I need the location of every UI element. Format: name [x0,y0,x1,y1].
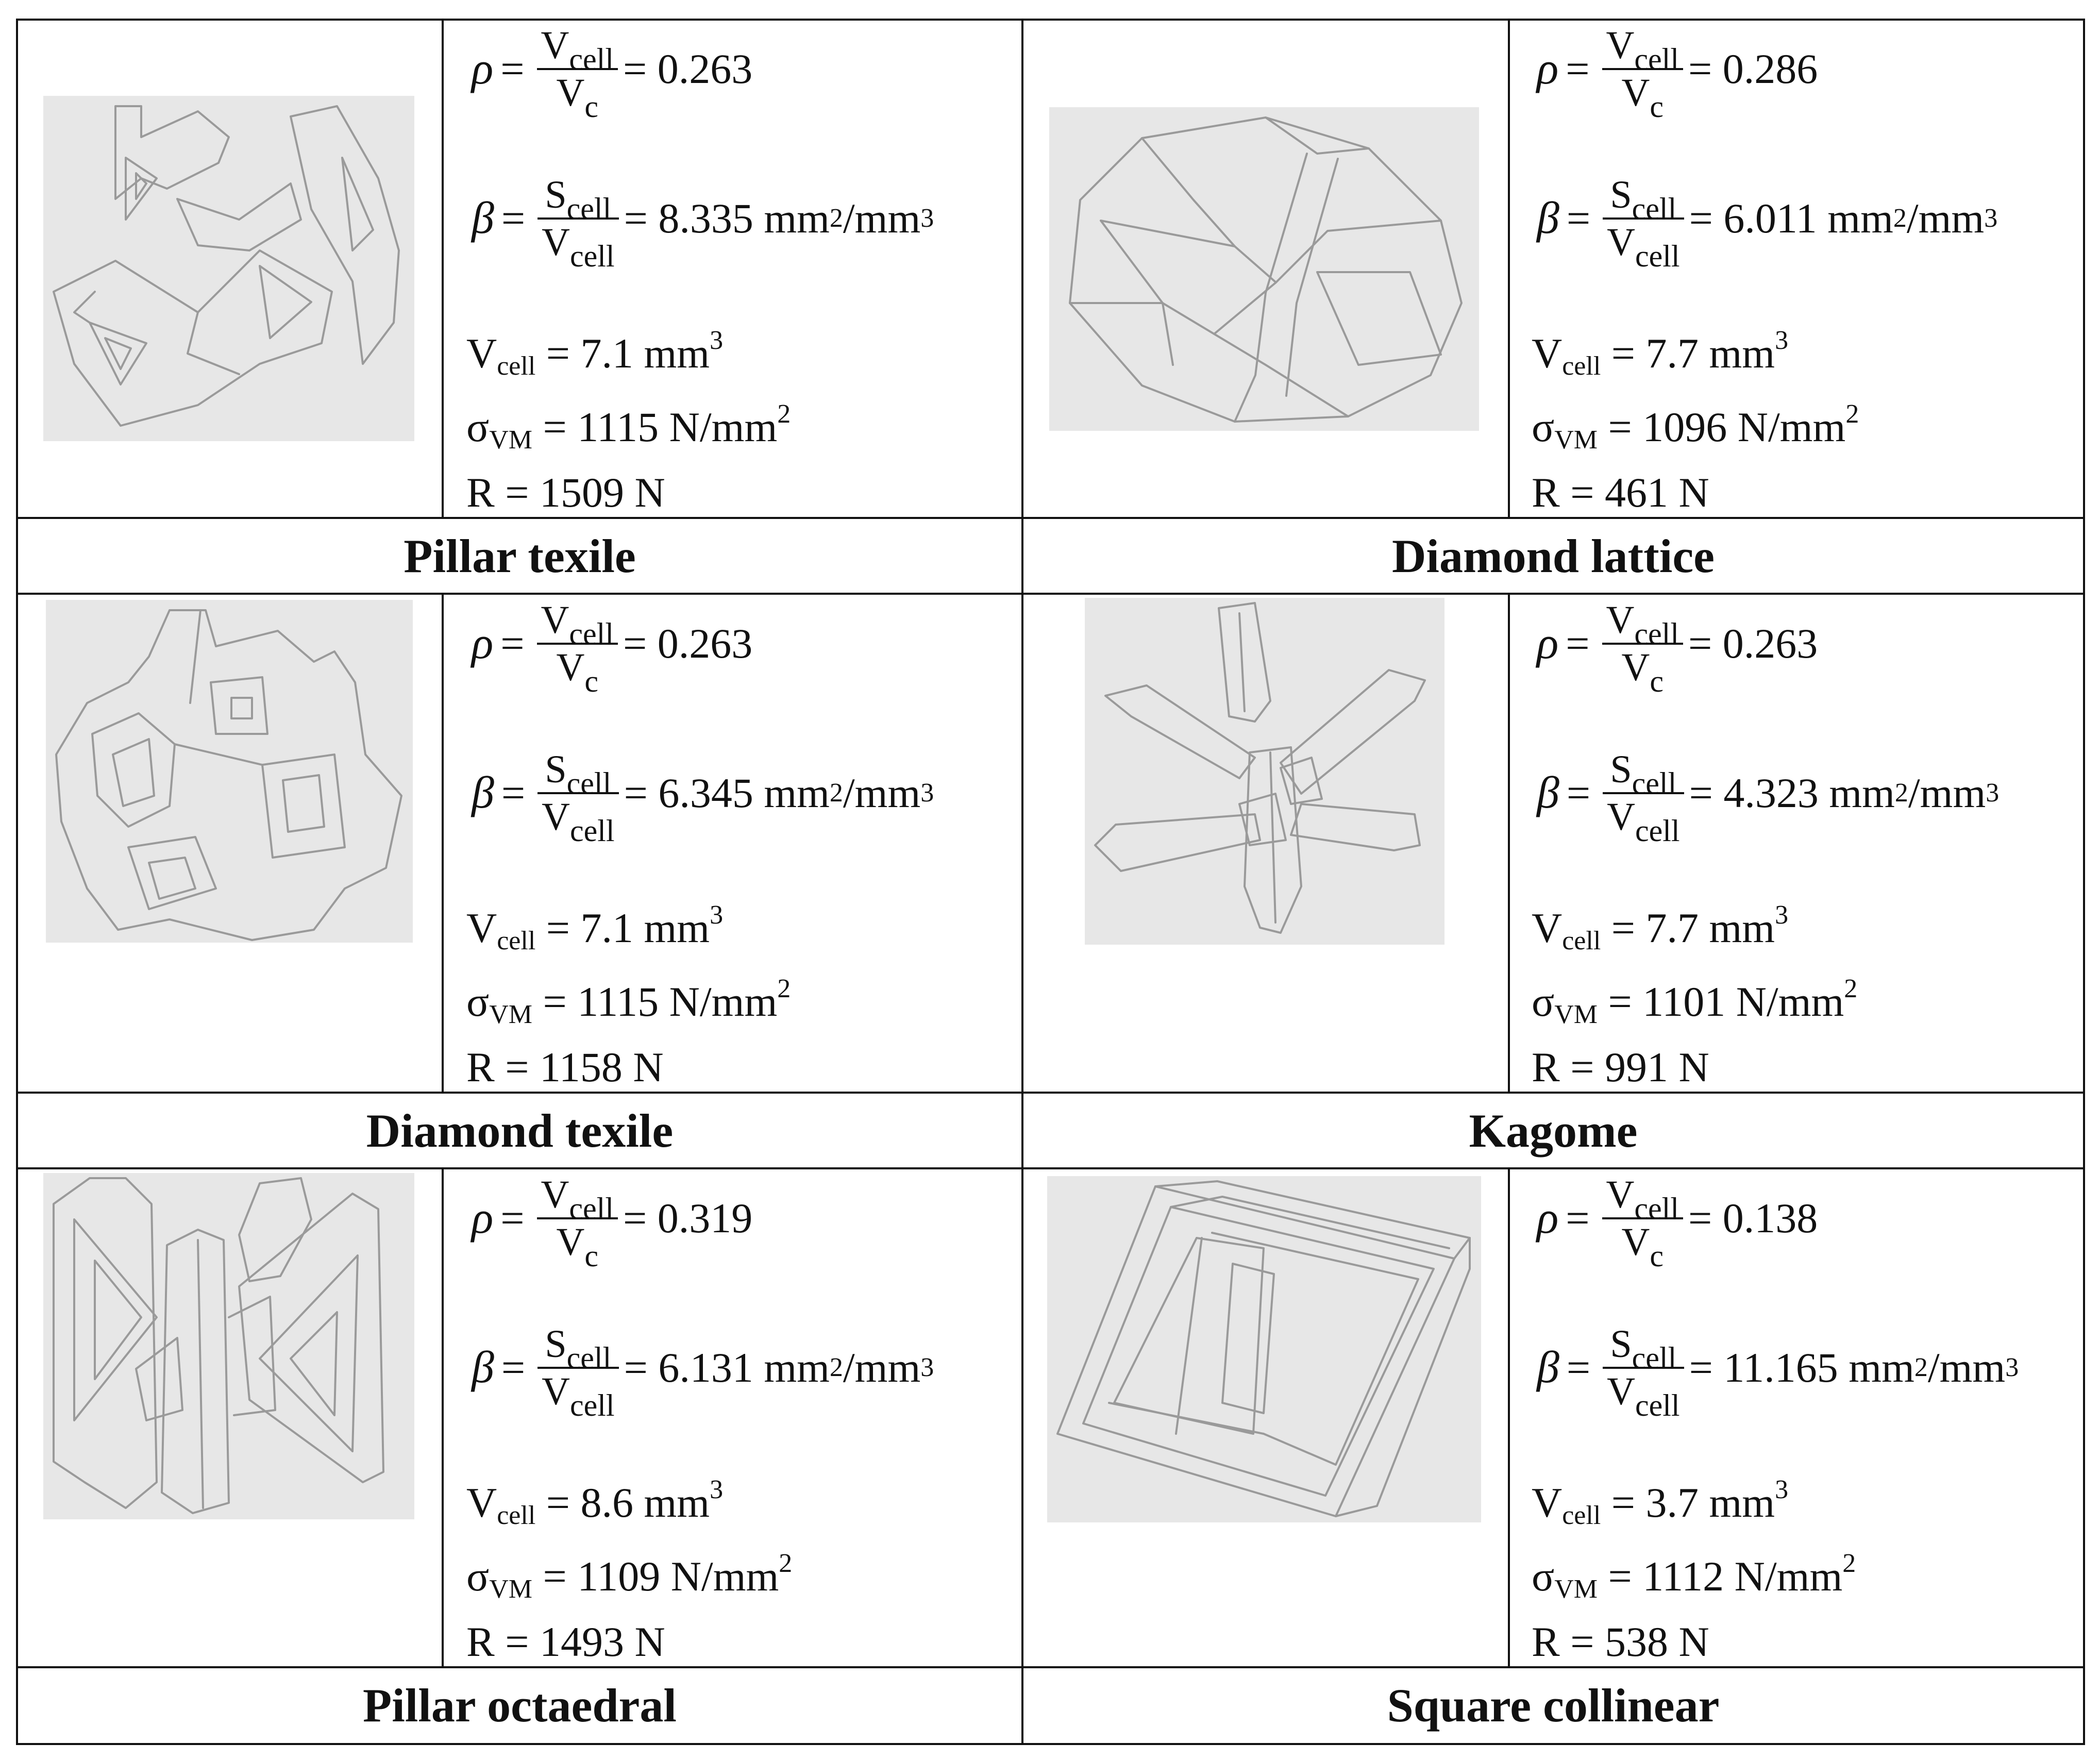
sigma-value: = 1109 N/mm [543,1553,779,1600]
rho-numerator: V [1606,1173,1635,1216]
rho-formula: ρ = $\frac{V_{cell}}{V_c}$ = 0.138 [1537,1173,1818,1273]
pillar-octaedral-image [43,1173,414,1519]
column-divider [442,1167,444,1667]
beta-numerator: S [1610,1322,1632,1366]
rho-fraction [1602,24,1684,124]
beta-fraction [1603,173,1684,273]
vcell-line [466,902,723,954]
beta-denominator-sub: cell [569,814,615,848]
rho-numerator-sub: cell [1634,42,1679,76]
beta-numerator-sub: cell [566,766,612,800]
beta-formula: β = $\frac{S_{cell}}{V_{cell}}$ = 4.323 mm 2 /mm 3 [1537,748,2000,848]
diamond-texile-image [46,600,413,943]
sigma-value: = 1112 N/mm [1608,1553,1843,1600]
vcell-value: = 3.7 mm [1611,1479,1775,1526]
beta-value: = 6.345 mm [624,769,830,816]
beta-denominator: V [1607,795,1635,839]
beta-symbol: β [1537,768,1559,818]
vcell-sup: 3 [710,326,724,355]
rho-denominator: V [1621,71,1650,114]
beta-symbol: β [1537,1343,1559,1393]
rho-fraction [537,598,618,698]
kagome-image [1085,598,1444,945]
reaction-force: R = 1158 N [466,1044,664,1091]
beta-formula: β = $\frac{S_{cell}}{V_{cell}}$ = 6.011 mm 2 /mm 3 [1537,173,1998,273]
sigma-sup: 2 [777,974,791,1003]
vcell-line [1532,327,1788,380]
vcell-sub: cell [497,1501,536,1530]
rho-denominator: V [1621,1220,1650,1264]
beta-unit-tail: /mm [1927,1344,2006,1391]
rho-denominator-sub: c [1650,90,1664,124]
cell-diamond-texile-formulas [466,600,1013,1090]
beta-value: = 8.335 mm [624,195,830,242]
sigma-value: = 1096 N/mm [1608,404,1846,450]
beta-unit-tail-sup: 3 [920,204,934,233]
sigma-line [1532,976,1857,1028]
beta-unit-sup: 2 [829,1353,843,1382]
sigma-line [1532,1550,1856,1603]
column-divider [1021,19,1023,1745]
sigma-sup: 2 [779,1549,793,1578]
rho-numerator-sub: cell [569,42,614,76]
vcell-line [466,1477,723,1529]
rho-numerator: V [541,24,569,67]
rho-numerator-sub: cell [569,617,614,651]
caption-pillar-octaedral: Pillar octaedral [363,1679,677,1732]
caption-kagome: Kagome [1469,1104,1638,1157]
vcell-sub: cell [1562,351,1601,381]
rho-value: = 0.263 [623,620,753,667]
sigma-sub: VM [1554,425,1598,455]
beta-denominator: V [1607,1370,1635,1413]
rho-formula: ρ = $\frac{V_{cell}}{V_c}$ = 0.263 [1537,598,1818,698]
vcell-sub: cell [1562,1501,1601,1530]
rho-denominator: V [1621,646,1650,689]
sigma-sub: VM [1554,1000,1598,1029]
sigma-label: σ [466,1553,490,1600]
vcell-label: V [466,330,497,377]
sigma-line [466,401,791,454]
rho-numerator: V [541,1173,569,1216]
beta-formula: β = $\frac{S_{cell}}{V_{cell}}$ = 6.345 mm 2 /mm 3 [472,748,934,848]
vcell-line [1532,902,1788,954]
vcell-value: = 7.7 mm [1611,904,1775,951]
rho-numerator: V [1606,598,1635,642]
rho-formula: ρ = $\frac{V_{cell}}{V_c}$ = 0.319 [472,1173,753,1273]
sigma-label: σ [1532,978,1555,1025]
beta-unit-sup: 2 [1914,1353,1928,1382]
sigma-sub: VM [489,1574,532,1604]
vcell-sup: 3 [710,900,724,930]
vcell-label: V [1532,1479,1563,1526]
rho-formula: ρ = $\frac{V_{cell}}{V_c}$ = 0.286 [1537,24,1818,124]
rho-symbol: ρ [1537,1193,1559,1243]
sigma-line [466,1550,792,1603]
beta-unit-tail: /mm [1908,769,1986,816]
column-divider [1508,1167,1510,1667]
reaction-force: R = 461 N [1532,469,1709,516]
beta-symbol: β [472,1343,494,1393]
beta-formula: β = $\frac{S_{cell}}{V_{cell}}$ = 6.131 mm 2 /mm 3 [472,1322,934,1422]
beta-symbol: β [1537,193,1559,243]
rho-value: = 0.263 [623,45,753,92]
cell-diamond-lattice-formulas [1532,26,2078,515]
caption-diamond-lattice: Diamond lattice [1391,530,1715,582]
sigma-label: σ [466,978,490,1025]
vcell-value: = 7.7 mm [1611,330,1775,377]
beta-value: = 11.165 mm [1689,1344,1914,1391]
beta-fraction [537,173,619,273]
cell-pillar-octaedral-formulas [466,1175,1013,1665]
beta-fraction [537,1322,619,1422]
cell-kagome-formulas [1532,600,2078,1090]
caption-square-collinear: Square collinear [1387,1679,1720,1732]
beta-formula: β = $\frac{S_{cell}}{V_{cell}}$ = 11.165 mm 2 /mm 3 [1537,1322,2019,1422]
sigma-sup: 2 [1842,1549,1856,1578]
column-divider [442,19,444,518]
cell-square-collinear-formulas [1532,1175,2078,1665]
beta-numerator: S [545,748,567,791]
sigma-label: σ [1532,1553,1555,1600]
beta-unit-sup: 2 [829,778,843,808]
beta-value: = 6.011 mm [1689,195,1893,242]
beta-unit-tail-sup: 3 [2005,1353,2019,1382]
rho-fraction [1602,1173,1684,1273]
cell-pillar-texile-formulas [466,26,1013,515]
beta-denominator: V [542,221,570,264]
reaction-force: R = 1493 N [466,1618,665,1665]
rho-symbol: ρ [1537,618,1559,668]
beta-denominator-sub: cell [1635,814,1680,848]
rho-symbol: ρ [472,618,494,668]
vcell-label: V [466,1479,497,1526]
beta-formula: β = $\frac{S_{cell}}{V_{cell}}$ = 8.335 mm 2 /mm 3 [472,173,934,273]
reaction-force: R = 538 N [1532,1618,1709,1665]
rho-denominator-sub: c [1650,664,1664,698]
rho-value: = 0.286 [1688,45,1818,92]
rho-value: = 0.138 [1688,1195,1818,1242]
vcell-sub: cell [497,926,536,956]
beta-denominator-sub: cell [1635,1388,1680,1422]
column-divider [1508,19,1510,518]
caption-pillar-texile: Pillar texile [404,530,636,582]
beta-numerator-sub: cell [1632,766,1677,800]
sigma-value: = 1101 N/mm [1608,978,1844,1025]
caption-diamond-texile: Diamond texile [366,1104,674,1157]
reaction-force: R = 1509 N [466,469,665,516]
beta-unit-tail: /mm [843,195,921,242]
sigma-sup: 2 [1845,399,1859,429]
sigma-sub: VM [1554,1574,1598,1604]
beta-unit-sup: 2 [1893,204,1907,233]
beta-unit-tail: /mm [843,1344,921,1391]
beta-symbol: β [472,768,494,818]
vcell-label: V [466,904,497,951]
rho-denominator: V [556,1220,585,1264]
vcell-value: = 7.1 mm [546,330,710,377]
rho-symbol: ρ [1537,44,1559,94]
beta-numerator-sub: cell [566,1341,612,1375]
rho-numerator-sub: cell [1634,1192,1679,1226]
beta-fraction [537,748,619,848]
beta-unit-tail-sup: 3 [920,778,934,808]
sigma-sub: VM [489,1000,532,1029]
beta-symbol: β [472,193,494,243]
rho-value: = 0.319 [623,1195,753,1242]
vcell-value: = 8.6 mm [546,1479,710,1526]
rho-numerator-sub: cell [569,1192,614,1226]
vcell-sup: 3 [1775,1475,1789,1504]
column-divider [1508,593,1510,1093]
rho-denominator: V [556,646,585,689]
sigma-sub: VM [489,425,532,455]
beta-denominator: V [542,795,570,839]
rho-value: = 0.263 [1688,620,1818,667]
rho-denominator: V [556,71,585,114]
vcell-sup: 3 [1775,900,1789,930]
rho-numerator: V [541,598,569,642]
beta-unit-tail-sup: 3 [1986,778,2000,808]
sigma-label: σ [466,404,490,450]
beta-unit-tail-sup: 3 [920,1353,934,1382]
sigma-value: = 1115 N/mm [543,404,778,450]
vcell-sup: 3 [710,1475,724,1504]
beta-numerator: S [1610,748,1632,791]
beta-denominator-sub: cell [1635,239,1680,273]
sigma-value: = 1115 N/mm [543,978,778,1025]
rho-fraction [537,24,618,124]
beta-value: = 6.131 mm [624,1344,830,1391]
vcell-label: V [1532,330,1563,377]
beta-numerator-sub: cell [1632,192,1677,226]
beta-numerator: S [545,1322,567,1366]
vcell-value: = 7.1 mm [546,904,710,951]
beta-value: = 4.323 mm [1689,769,1895,816]
beta-denominator: V [542,1370,570,1413]
beta-unit-tail: /mm [843,769,921,816]
rho-formula: ρ = $\frac{V_{cell}}{V_c}$ = 0.263 [472,24,753,124]
rho-denominator-sub: c [584,664,599,698]
vcell-sub: cell [497,351,536,381]
beta-unit-sup: 2 [829,204,843,233]
sigma-sup: 2 [777,399,791,429]
beta-denominator-sub: cell [569,239,615,273]
sigma-line [1532,401,1859,454]
rho-numerator-sub: cell [1634,617,1679,651]
beta-fraction [1603,1322,1684,1422]
rho-formula: ρ = $\frac{V_{cell}}{V_c}$ = 0.263 [472,598,753,698]
rho-symbol: ρ [472,1193,494,1243]
rho-numerator: V [1606,24,1635,67]
beta-unit-sup: 2 [1894,778,1908,808]
beta-denominator-sub: cell [569,1388,615,1422]
beta-numerator-sub: cell [1632,1341,1677,1375]
rho-symbol: ρ [472,44,494,94]
beta-denominator: V [1607,221,1635,264]
beta-numerator-sub: cell [566,192,612,226]
vcell-sub: cell [1562,926,1601,956]
beta-unit-tail-sup: 3 [1984,204,1998,233]
square-collinear-image [1047,1176,1481,1522]
sigma-label: σ [1532,404,1555,450]
rho-fraction [537,1173,618,1273]
vcell-label: V [1532,904,1563,951]
vcell-sup: 3 [1775,326,1789,355]
sigma-sup: 2 [1844,974,1858,1003]
rho-fraction [1602,598,1684,698]
rho-denominator-sub: c [584,90,599,124]
vcell-line [466,327,723,380]
beta-numerator: S [1610,173,1632,216]
column-divider [442,593,444,1093]
reaction-force: R = 991 N [1532,1044,1709,1091]
rho-denominator-sub: c [1650,1239,1664,1273]
pillar-texile-image [43,96,414,441]
beta-numerator: S [545,173,567,216]
rho-denominator-sub: c [584,1239,599,1273]
vcell-line [1532,1477,1788,1529]
beta-unit-tail: /mm [1906,195,1985,242]
diamond-lattice-image [1049,107,1479,431]
beta-fraction [1603,748,1684,848]
sigma-line [466,976,791,1028]
